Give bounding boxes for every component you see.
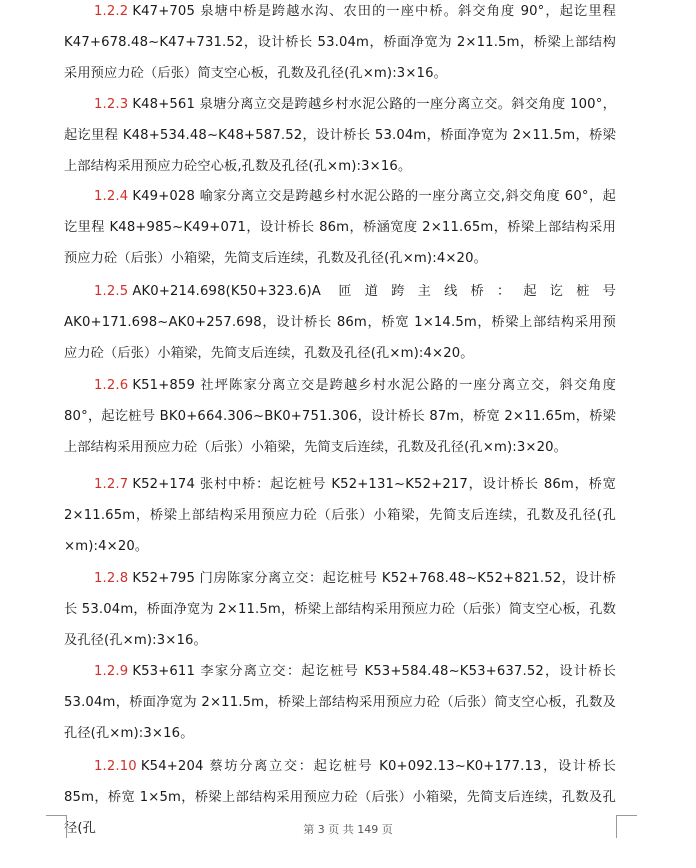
section-number: 1.2.5 [94,284,129,299]
paragraph-1-2-9 [64,656,616,749]
paragraph-1-2-8 [64,563,616,656]
section-number: 1.2.10 [94,759,137,774]
paragraph-text: K53+611 李家分离立交：起讫桩号 K53+584.48~K53+637.52，设计桥长 53.04m，桥面净宽为 2×11.5m，桥梁上部结构采用预应力砼（后张）简支空心板，孔数及孔径(孔×m):3×16。 [64,664,616,741]
section-number: 1.2.9 [94,664,129,679]
paragraph-text: K48+561 泉塘分离立交是跨越乡村水泥公路的一座分离立交。斜交角度 100°，起讫里程 K48+534.48~K48+587.52，设计桥长 53.04m，桥面净宽为 2×11.5m，桥梁上部结构采用预应力砼空心板,孔数及孔径(孔×m):3×16。 [64,97,616,174]
paragraph-1-2-2 [64,0,616,89]
section-number: 1.2.6 [94,378,129,393]
section-number: 1.2.7 [94,477,129,492]
paragraph-1-2-7 [64,469,616,562]
paragraph-1-2-5 [64,276,616,369]
paragraph-text: K49+028 喻家分离立交是跨越乡村水泥公路的一座分离立交,斜交角度 60°，起讫里程 K48+985~K49+071，设计桥长 86m，桥涵宽度 2×11.65m，桥梁上部结构采用预应力砼（后张）小箱梁，先简支后连续，孔数及孔径(孔×m):4×20。 [64,189,616,266]
section-number: 1.2.8 [94,571,129,586]
paragraph-1-2-3 [64,89,616,182]
section-number: 1.2.4 [94,189,129,204]
paragraph-text: AK0+214.698(K50+323.6)A 匝道跨主线桥：起讫桩号 AK0+171.698~AK0+257.698，设计桥长 86m，桥宽 1×14.5m，桥梁上部结构采用预应力砼（后张）小箱梁，先简支后连续，孔数及孔径(孔×m):4×20。 [64,284,616,361]
section-number: 1.2.3 [94,97,129,112]
paragraph-text: K52+174 张村中桥：起讫桩号 K52+131~K52+217，设计桥长 86m，桥宽 2×11.65m，桥梁上部结构采用预应力砼（后张）小箱梁，先简支后连续，孔数及孔径(孔×m):4×20。 [64,477,616,554]
paragraph-1-2-6 [64,370,616,463]
page-number-footer: 第 3 页 共 149 页 [303,823,393,836]
section-number: 1.2.2 [94,4,129,19]
paragraph-text: K51+859 社坪陈家分离立交是跨越乡村水泥公路的一座分离立交，斜交角度 80°，起讫桩号 BK0+664.306~BK0+751.306，设计桥长 87m，桥宽 2×11.65m，桥梁上部结构采用预应力砼（后张）小箱梁，先简支后连续，孔数及孔径(孔×m):3×20。 [64,378,616,455]
paragraph-text: K47+705 泉塘中桥是跨越水沟、农田的一座中桥。斜交角度 90°，起讫里程 K47+678.48~K47+731.52，设计桥长 53.04m，桥面净宽为 2×11.5m，桥梁上部结构采用预应力砼（后张）简支空心板，孔数及孔径(孔×m):3×16。 [64,4,616,81]
paragraph-1-2-4 [64,181,616,274]
paragraph-text: K52+795 门房陈家分离立交：起讫桩号 K52+768.48~K52+821.52，设计桥长 53.04m，桥面净宽为 2×11.5m，桥梁上部结构采用预应力砼（后张）简支空心板，孔数及孔径(孔×m):3×16。 [64,571,616,648]
paragraph-text: K54+204 蔡坊分离立交：起讫桩号 K0+092.13~K0+177.13，设计桥长 85m，桥宽 1×5m，桥梁上部结构采用预应力砼（后张）小箱梁，先简支后连续，孔数及孔径(孔 [64,759,616,836]
